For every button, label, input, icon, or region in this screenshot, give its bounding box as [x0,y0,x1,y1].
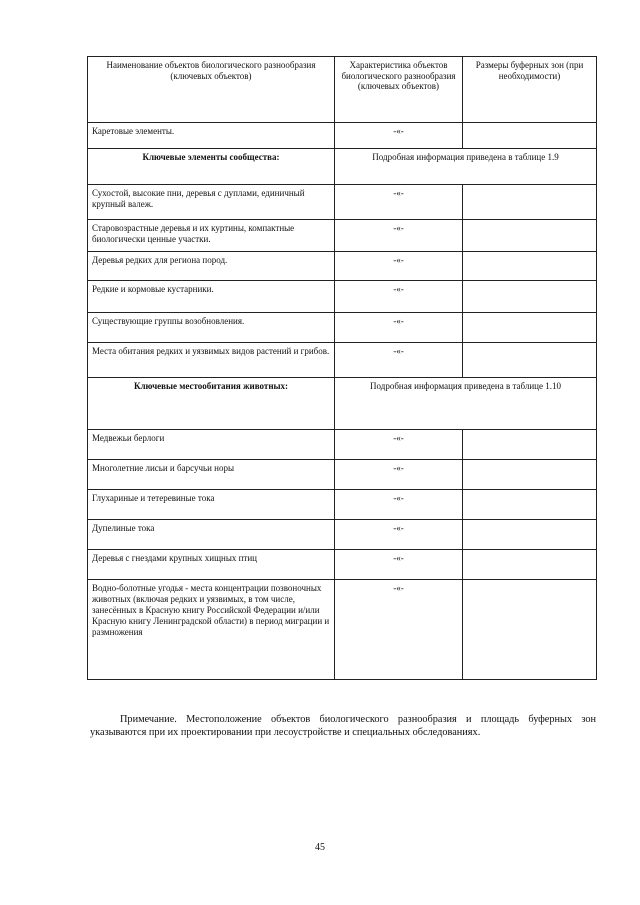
table-section-row [88,149,597,185]
table-row [88,520,597,550]
characteristic-cell: -«- [335,580,463,680]
section-reference-cell: Подробная информация приведена в таблице 1.10 [335,378,597,430]
table-row [88,460,597,490]
buffer-zone-cell [463,123,597,149]
characteristic-cell: -«- [335,220,463,252]
section-title: Ключевые элементы сообщества: [88,149,335,185]
object-name-cell: Глухариные и тетеревиные тока [88,490,335,520]
characteristic-cell: -«- [335,185,463,220]
buffer-zone-cell [463,185,597,220]
table-header-row [88,57,597,123]
table-row [88,123,597,149]
buffer-zone-cell [463,343,597,378]
table-row [88,580,597,680]
buffer-zone-cell [463,281,597,313]
buffer-zone-cell [463,550,597,580]
table-row [88,490,597,520]
section-reference-cell: Подробная информация приведена в таблице 1.9 [335,149,597,185]
table-row [88,220,597,252]
object-name-cell: Сухостой, высокие пни, деревья с дуплами, единичный крупный валеж. [88,185,335,220]
buffer-zone-cell [463,313,597,343]
table-row [88,313,597,343]
characteristic-cell: -«- [335,252,463,281]
table-body [88,57,597,680]
table-row [88,281,597,313]
object-name-cell: Дупелиные тока [88,520,335,550]
biodiversity-objects-table [87,56,597,680]
table-row [88,343,597,378]
buffer-zone-cell [463,580,597,680]
characteristic-cell: -«- [335,520,463,550]
characteristic-cell: -«- [335,550,463,580]
buffer-zone-cell [463,430,597,460]
object-name-cell: Существующие группы возобновления. [88,313,335,343]
section-title: Ключевые местообитания животных: [88,378,335,430]
buffer-zone-cell [463,460,597,490]
table-row [88,550,597,580]
object-name-cell: Многолетние лисьи и барсучьи норы [88,460,335,490]
characteristic-cell: -«- [335,460,463,490]
characteristic-cell: -«- [335,123,463,149]
table-row [88,430,597,460]
page-number: 45 [315,842,325,853]
header-object-name: Наименование объектов биологического разнообразия (ключевых объектов) [88,57,335,123]
characteristic-cell: -«- [335,490,463,520]
characteristic-cell: -«- [335,313,463,343]
object-name-cell: Старовозрастные деревья и их куртины, компактные биологически ценные участки. [88,220,335,252]
object-name-cell: Редкие и кормовые кустарники. [88,281,335,313]
object-name-cell: Каретовые элементы. [88,123,335,149]
table-row [88,185,597,220]
object-name-cell: Места обитания редких и уязвимых видов растений и грибов. [88,343,335,378]
buffer-zone-cell [463,490,597,520]
object-name-cell: Медвежьи берлоги [88,430,335,460]
characteristic-cell: -«- [335,343,463,378]
object-name-cell: Водно-болотные угодья - места концентрации позвоночных животных (включая редких и уязвимых, в том числе, занесённых в Красную книгу Российской Федерации и/или Красную книгу Ленинградской области) в период миграции и размножения [88,580,335,680]
object-name-cell: Деревья редких для региона пород. [88,252,335,281]
object-name-cell: Деревья с гнездами крупных хищных птиц [88,550,335,580]
table-note: Примечание. Местоположение объектов биологического разнообразия и площадь буферных зон указываются при их проектировании при лесоустройстве и специальных обследованиях. [90,714,596,738]
buffer-zone-cell [463,520,597,550]
characteristic-cell: -«- [335,430,463,460]
buffer-zone-cell [463,220,597,252]
table-section-row [88,378,597,430]
characteristic-cell: -«- [335,281,463,313]
table-row [88,252,597,281]
header-buffer-zone-size: Размеры буферных зон (при необходимости) [463,57,597,123]
buffer-zone-cell [463,252,597,281]
header-object-characteristics: Характеристика объектов биологического разнообразия (ключевых объектов) [335,57,463,123]
